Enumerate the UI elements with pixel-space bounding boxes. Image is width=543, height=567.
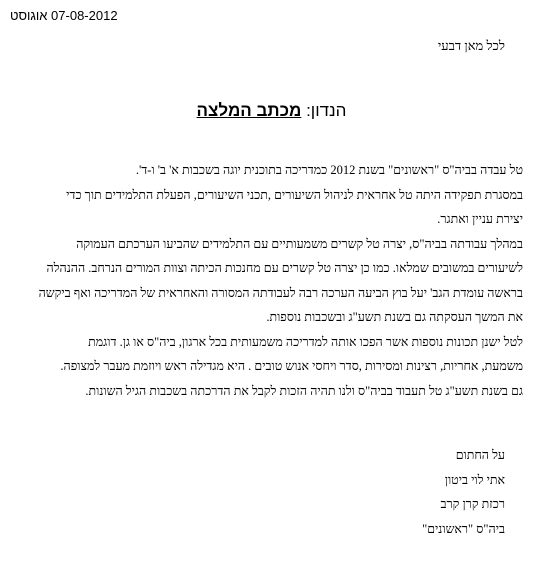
body-line: גם בשנת תשע"ג טל תעבוד בביה"ס ולנו תהיה הזכות לקבל את הדרכתה בשכבות הגיל השונות. xyxy=(85,383,523,398)
letter-date: 07-08-2012 אוגוסט xyxy=(10,8,118,23)
signature-block xyxy=(305,443,505,541)
signature-heading: על החתום xyxy=(455,448,505,462)
subject-title: מכתב המלצה xyxy=(196,101,302,120)
body-line: לטל ישנן תכונות נוספות אשר הפכו אותה למדריכה משמעותית בכל ארגון, ביה"ס או גן. דוגמת xyxy=(88,334,523,349)
paragraph-4 xyxy=(18,330,523,379)
paragraph-3 xyxy=(18,232,523,330)
paragraph-1 xyxy=(18,158,523,183)
paragraph-5 xyxy=(18,379,523,404)
signer-title: רכזת קרן קרב xyxy=(440,497,505,511)
salutation: לכל מאן דבעי xyxy=(437,38,505,53)
body-line: את המשך העסקתה גם בשנת תשע"ג ובשכבות נוספות. xyxy=(266,310,523,324)
letter-body xyxy=(18,158,523,403)
body-line: במהלך עבודתה בביה"ס, יצרה טל קשרים משמעותיים עם התלמידים שהביעו הערכתם העמוקה xyxy=(76,236,523,251)
body-line: יצירת עניין ואתגר. xyxy=(437,212,523,226)
subject-prefix: הנדון: xyxy=(306,101,347,120)
body-line: משמעת, אחריות, רצינות ומסירות ,סדר ויחסי אנוש טובים . היא מגדילה ראש ויוזמת מעבר למצופה. xyxy=(60,359,523,373)
body-line: בראשה עומדת הגב' יעל בוץ הביעה הערכה רבה לעבודתה המסורה והאחראית של המדריכה ואף ביקשה xyxy=(38,285,523,300)
paragraph-2 xyxy=(18,183,523,232)
school-name: ביה"ס "ראשונים" xyxy=(422,521,505,536)
subject-line xyxy=(0,100,543,122)
signer-name: אתי לוי ביטון xyxy=(444,472,505,487)
body-line: במסגרת תפקידה היתה טל אחראית לניהול השיעורים ,תכני השיעורים, הפעלת התלמידים תוך כדי xyxy=(66,187,523,202)
body-line: לשיעורים במשובים שמלאו. כמו כן יצרה טל קשרים עם מחנכות הכיתה וצוות המורים הנרחב. ההנהלה xyxy=(46,261,523,275)
body-line: טל עבדה בביה"ס "ראשונים" בשנת 2012 כמדריכה בתוכנית יוגה בשכבות א' ב' ו-ד'. xyxy=(135,163,523,177)
